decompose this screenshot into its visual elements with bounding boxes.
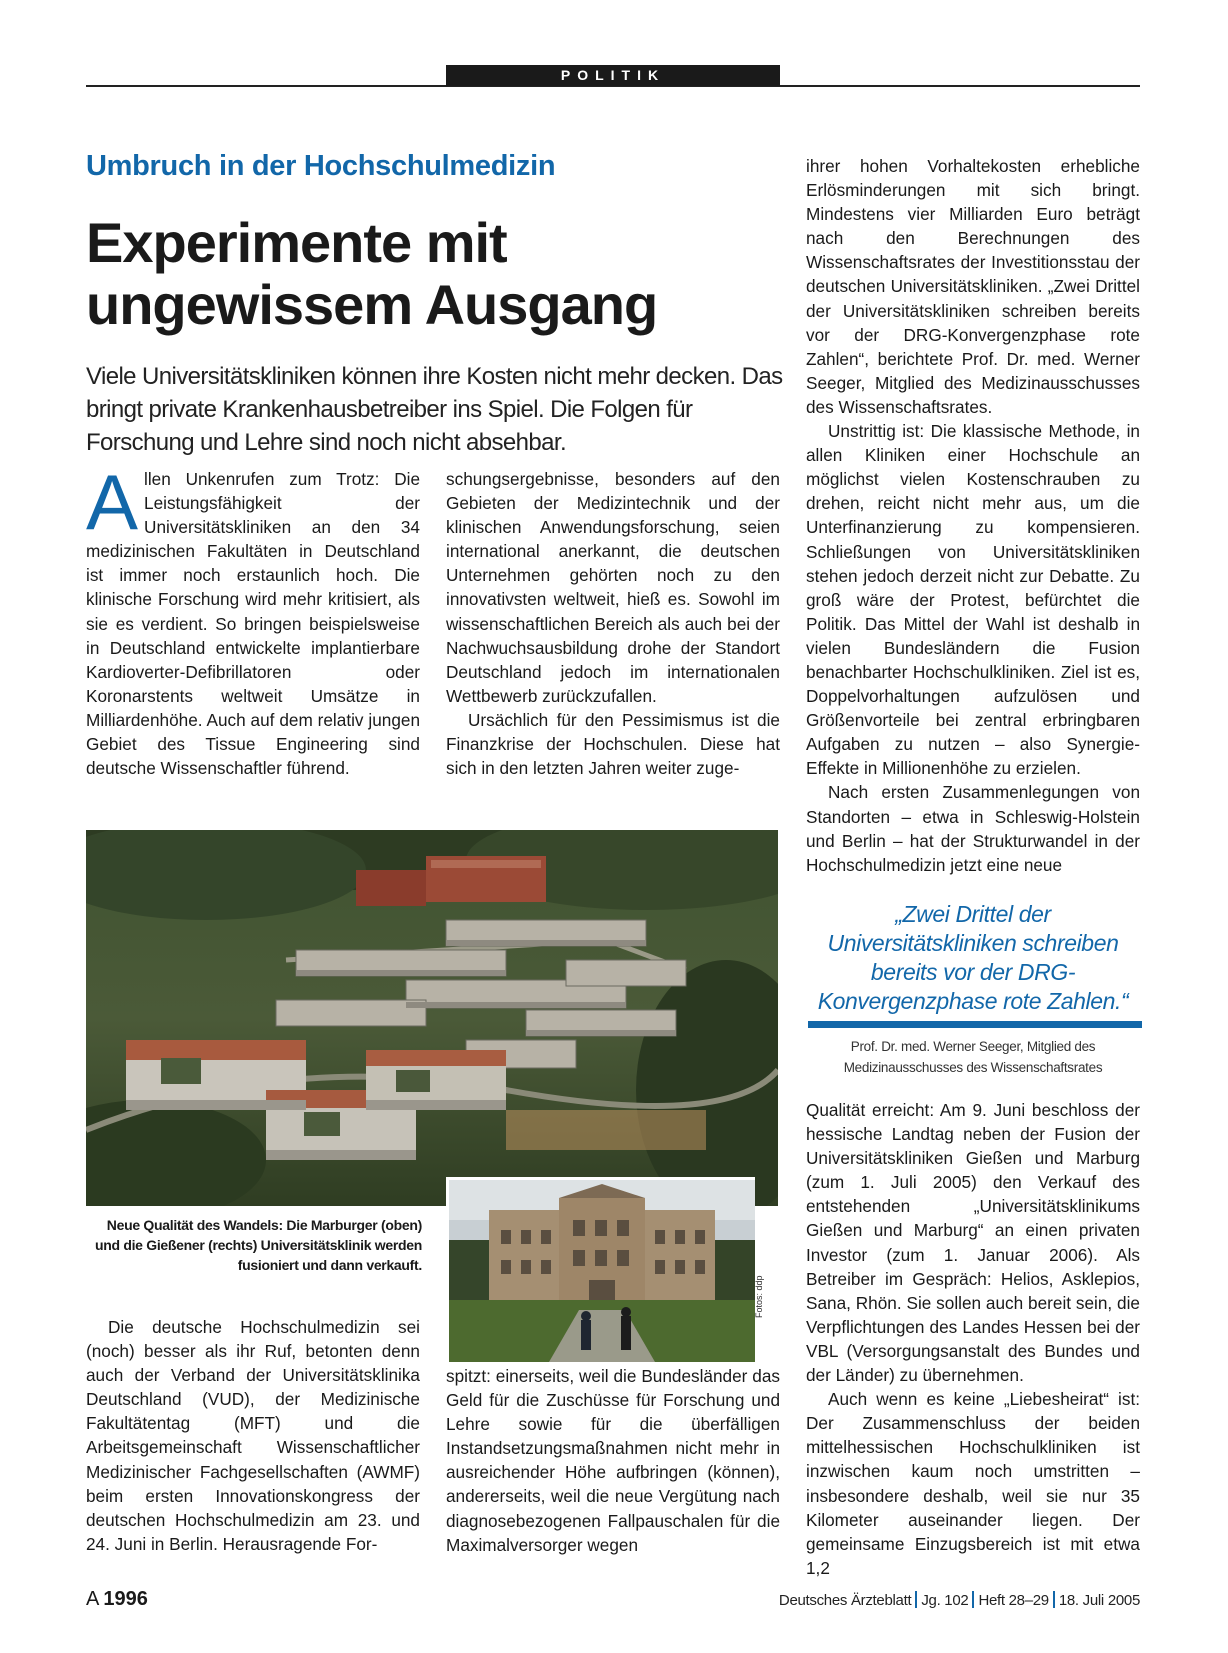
aerial-clinic-photo bbox=[86, 830, 778, 1206]
page-prefix: A bbox=[86, 1588, 100, 1610]
journal-date: 18. Juli 2005 bbox=[1058, 1592, 1140, 1609]
giessen-clinic-photo bbox=[446, 1177, 755, 1362]
article-headline: Experimente mit ungewissem Ausgang bbox=[86, 211, 658, 336]
body-paragraph: llen Unkenrufen zum Trotz: Die Leistungsfähigkeit der Universitätskliniken an den 34 medizinischen Fakultäten in Deutschland ist immer noch erstaunlich hoch. Die klinische Forschung wird mehr kritisiert, als sie es verdient. So bringen beispielsweise in Deutschland entwickelte implantierbare Kardioverter-Defibrillatoren oder Koronarstents weltweit Umsätze in Milliardenhöhe. Auch auf dem relativ jungen Gebiet des Tissue Engineering sind deutsche Wissenschaftler führend. bbox=[86, 469, 420, 779]
pull-quote-source-line: Prof. Dr. med. Werner Seeger, Mitglied des bbox=[850, 1039, 1096, 1054]
article-kicker: Umbruch in der Hochschulmedizin bbox=[86, 150, 556, 182]
column-a-top bbox=[86, 458, 420, 797]
photo-caption: Neue Qualität des Wandels: Die Marburger (oben) und die Gießener (rechts) Universitätsklinik werden fusioniert und dann verkauft. bbox=[94, 1217, 422, 1273]
body-paragraph: ihrer hohen Vorhaltekosten erhebliche Erlösminderungen mit sich bringt. Mindestens vier Milliarden Euro beträgt nach den Berechnungen des Wissenschaftsrates der Investitionsstau der deutschen Universitätskliniken. „Zwei Drittel der Universitätskliniken schreiben bereits vor der DRG-Konvergenzphase rote Zahlen“, berichtete Prof. Dr. med. Werner Seeger, Mitglied des Medizinausschusses des Wissenschaftsrates. bbox=[806, 156, 1140, 417]
column-c-bottom bbox=[806, 1098, 1140, 1578]
body-paragraph: Auch wenn es keine „Liebesheirat“ ist: Der Zusammenschluss der beiden mittelhessischen Hochschulkliniken ist inzwischen kaum noch umstritten – insbesondere deshalb, weil sie nur 35 Kilometer auseinander liegen. Der gemeinsame Einzugsbereich ist mit etwa 1,2 bbox=[806, 1389, 1140, 1578]
body-paragraph: Ursächlich für den Pessimismus ist die Finanzkrise der Hochschulen. Diese hat sich in den letzten Jahren weiter zuge- bbox=[446, 709, 780, 779]
body-paragraph: Qualität erreicht: Am 9. Juni beschloss der hessische Landtag neben der Fusion der Universitätskliniken Gießen und Marburg (zum 1. Juli 2005) den Verkauf des entstehenden „Universitätsklinikums Gießen und Marburg“ an einen privaten Investor (zum 1. Januar 2006). Als Betreiber im Gespräch: Helios, Asklepios, Sana, Rhön. Sie sollen auch bereit sein, die Verpflichtungen des Landes Hessen bei der VBL (Versorgungsanstalt des Bundes und der Länder) zu übernehmen. bbox=[806, 1100, 1140, 1386]
column-b-top bbox=[446, 467, 780, 797]
body-paragraph: spitzt: einerseits, weil die Bundesländer das Geld für die Zuschüsse für Forschung und Lehre sowie für die überfälligen Instandsetzungsmaßnahmen nicht mehr in ausreichender Höhe aufbringen (können), andererseits, weil die neue Vergütung nach diagnosebezogenen Fallpauschalen für die Maximalversorger wegen bbox=[446, 1366, 780, 1555]
section-label: POLITIK bbox=[446, 65, 780, 86]
column-a-bottom bbox=[86, 1315, 420, 1555]
dropcap: A bbox=[86, 458, 139, 546]
body-paragraph: Nach ersten Zusammenlegungen von Standorten – etwa in Schleswig-Holstein und Berlin – hat der Strukturwandel in der Hochschulmedizin jetzt eine neue bbox=[806, 782, 1140, 875]
separator bbox=[915, 1591, 917, 1608]
body-paragraph: schungsergebnisse, besonders auf den Gebieten der Medizintechnik und der klinischen Anwendungsforschung, seien international anerkannt, die deutschen Unternehmen gehörten noch zu den innovativsten weltweit, hieß es. Sowohl im wissenschaftlichen Bereich als auch bei der Nachwuchsausbildung drohe der Standort Deutschland jedoch im internationalen Wettbewerb zurückzufallen. bbox=[446, 469, 780, 706]
article-lead: Viele Universitätskliniken können ihre Kosten nicht mehr decken. Das bringt private Krankenhausbetreiber ins Spiel. Die Folgen für Forschung und Lehre sind noch nicht absehbar. bbox=[86, 363, 783, 456]
body-paragraph: Die deutsche Hochschulmedizin sei (noch) besser als ihr Ruf, betonten denn auch der Verband der Universitätsklinika Deutschland (VUD), der Medizinische Fakultätentag (MFT) und die Arbeitsgemeinschaft Wissenschaftlicher Medizinischer Fachgesellschaften (AWMF) beim ersten Innovationskongress der deutschen Hochschulmedizin am 23. und 24. Juni in Berlin. Herausragende For- bbox=[86, 1317, 420, 1554]
page-number bbox=[86, 1588, 148, 1611]
column-b-bottom bbox=[446, 1364, 780, 1556]
pull-quote-source bbox=[806, 1036, 1140, 1078]
pull-quote: „Zwei Drittel der Universitätskliniken schreiben bereits vor der DRG-Konvergenzphase rote Zahlen.“ bbox=[817, 901, 1129, 1014]
body-paragraph: Unstrittig ist: Die klassische Methode, in allen Kliniken einer Hochschule an möglichst vielen Kostenschrauben zu drehen, reicht nicht mehr aus, um die Unterfinanzierung zu kompensieren. Schließungen von Universitätskliniken stehen jedoch derzeit nicht zur Debatte. Zu groß wäre der Protest, befürchtet die Politik. Das Mittel der Wahl ist deshalb in vielen Bundesländern die Fusion benachbarter Hochschulkliniken. Ziel ist es, Doppelvorhaltungen aufzulösen und Größenvorteile bei zentral erbringbaren Aufgaben zu nutzen – also Synergie-Effekte in Millionenhöhe zu erzielen. bbox=[806, 421, 1140, 779]
page-number-value: 1996 bbox=[103, 1588, 148, 1610]
photo-credit: Fotos: ddp bbox=[754, 1275, 764, 1318]
journal-issue: Heft 28–29 bbox=[978, 1592, 1049, 1609]
separator bbox=[972, 1591, 974, 1608]
separator bbox=[1053, 1591, 1055, 1608]
journal-info bbox=[779, 1591, 1140, 1609]
journal-volume: Jg. 102 bbox=[921, 1592, 969, 1609]
pull-quote-rule bbox=[808, 1021, 1142, 1028]
column-c-top bbox=[806, 154, 1140, 894]
journal-name: Deutsches Ärzteblatt bbox=[778, 1592, 912, 1609]
pull-quote-source-line: Medizinausschusses des Wissenschaftsrates bbox=[843, 1060, 1103, 1075]
